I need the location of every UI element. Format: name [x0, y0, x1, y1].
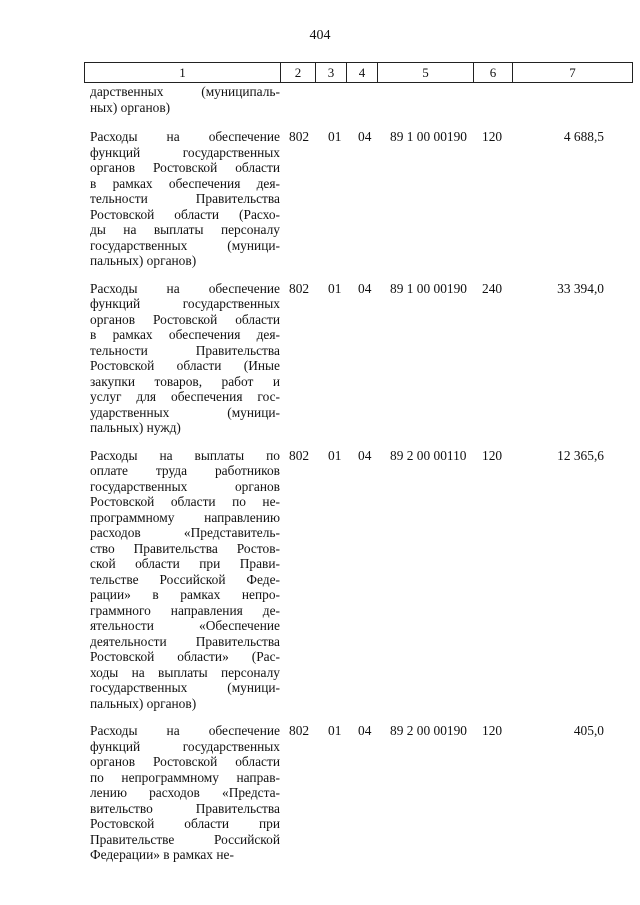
description-line: государственных органов: [90, 478, 280, 494]
description-line: Ростовской области при: [90, 816, 280, 831]
description-line: в рамках обеспечения дея-: [90, 327, 280, 342]
description-line: пальных) органов): [90, 695, 197, 711]
description-line: по непрограммному направ-: [90, 769, 280, 785]
subsection-code: 04: [358, 447, 372, 463]
table-row: [84, 723, 631, 863]
row-description: [84, 129, 280, 269]
column-header-5: 5: [378, 63, 474, 83]
description-line: органов Ростовской области: [90, 311, 280, 327]
amount: 4 688,5: [563, 129, 604, 144]
description-line: Ростовской области» (Рас-: [90, 649, 280, 664]
column-header-4: 4: [347, 63, 378, 83]
description-line: Расходы на выплаты по: [90, 447, 280, 463]
column-header-1: 1: [85, 63, 281, 83]
description-line: органов Ростовской области: [90, 754, 280, 769]
description-line: ных) органов): [90, 99, 171, 115]
target-article-code: 89 1 00 00190: [390, 129, 467, 144]
description-line: пальных) органов): [90, 253, 197, 268]
section-code: 01: [328, 447, 342, 463]
section-code: 01: [328, 280, 342, 296]
description-line: ходы на выплаты персоналу: [90, 664, 280, 680]
table-row: [84, 281, 631, 436]
description-line: граммного направления де-: [90, 602, 280, 618]
description-line: лению расходов «Предста-: [90, 785, 280, 800]
section-code: 01: [328, 723, 342, 738]
ministry-code: 802: [289, 280, 310, 296]
target-article-code: 89 2 00 00190: [390, 723, 467, 738]
description-line: Расходы на обеспечение: [90, 129, 280, 144]
amount: 12 365,6: [557, 447, 604, 463]
column-header-3: 3: [316, 63, 347, 83]
description-line: Ростовской области (Расхо-: [90, 206, 280, 222]
description-line: Расходы на обеспечение: [90, 280, 280, 296]
column-header-6: 6: [474, 63, 513, 83]
description-line: Ростовской области по не-: [90, 494, 280, 509]
ministry-code: 802: [289, 723, 310, 738]
section-code: 01: [328, 129, 342, 144]
expense-type-code: 120: [482, 447, 503, 463]
description-line: государственных (муници-: [90, 680, 280, 695]
ministry-code: 802: [289, 129, 310, 144]
description-line: ской области при Прави-: [90, 556, 280, 571]
description-line: в рамках обеспечения дея-: [90, 175, 280, 191]
description-line: рации» в рамках непро-: [90, 587, 280, 602]
description-line: ятельности «Обеспечение: [90, 618, 280, 633]
amount: 405,0: [573, 723, 604, 738]
amount: 33 394,0: [557, 280, 604, 296]
table-row: [84, 84, 631, 115]
description-line: Расходы на обеспечение: [90, 723, 280, 738]
description-line: Ростовской области (Иные: [90, 358, 280, 373]
row-description: [84, 723, 280, 863]
subsection-code: 04: [358, 723, 372, 738]
expense-type-code: 120: [482, 723, 503, 738]
target-article-code: 89 2 00 00110: [390, 447, 467, 463]
row-description: [84, 281, 280, 436]
description-line: тельности Правительства: [90, 191, 280, 206]
description-line: услуг для обеспечения гос-: [90, 389, 280, 404]
expense-type-code: 240: [482, 280, 503, 296]
subsection-code: 04: [358, 129, 372, 144]
target-article-code: 89 1 00 00190: [390, 280, 467, 296]
page-number: 404: [309, 28, 331, 43]
description-line: функций государственных: [90, 296, 280, 311]
column-header-2: 2: [281, 63, 316, 83]
table-row: [84, 448, 631, 712]
column-header-row: [85, 63, 633, 83]
row-description: [84, 448, 280, 712]
description-line: Правительстве Российской: [90, 831, 280, 847]
description-line: органов Ростовской области: [90, 160, 280, 175]
description-line: Федерации» в рамках не-: [90, 847, 234, 862]
description-line: деятельности Правительства: [90, 633, 280, 649]
row-description: [84, 84, 280, 115]
description-line: оплате труда работников: [90, 463, 280, 478]
description-line: ударственных (муници-: [90, 404, 280, 420]
description-line: государственных (муници-: [90, 237, 280, 253]
description-line: закупки товаров, работ и: [90, 373, 280, 389]
description-line: дарственных (муниципаль-: [90, 84, 280, 99]
description-line: функций государственных: [90, 738, 280, 754]
subsection-code: 04: [358, 280, 372, 296]
description-line: пальных) нужд): [90, 420, 181, 435]
description-line: ды на выплаты персоналу: [90, 222, 280, 237]
table-row: [84, 129, 631, 269]
description-line: ство Правительства Ростов-: [90, 540, 280, 556]
description-line: программному направлению: [90, 509, 280, 525]
ministry-code: 802: [289, 447, 310, 463]
description-line: тельности Правительства: [90, 342, 280, 358]
column-header-7: 7: [513, 63, 633, 83]
description-line: вительство Правительства: [90, 800, 280, 816]
description-line: расходов «Представитель-: [90, 525, 280, 540]
column-header-table: [84, 62, 633, 83]
description-line: тельстве Российской Феде-: [90, 571, 280, 587]
expense-type-code: 120: [482, 129, 503, 144]
description-line: функций государственных: [90, 144, 280, 160]
budget-table-body: [84, 84, 631, 863]
